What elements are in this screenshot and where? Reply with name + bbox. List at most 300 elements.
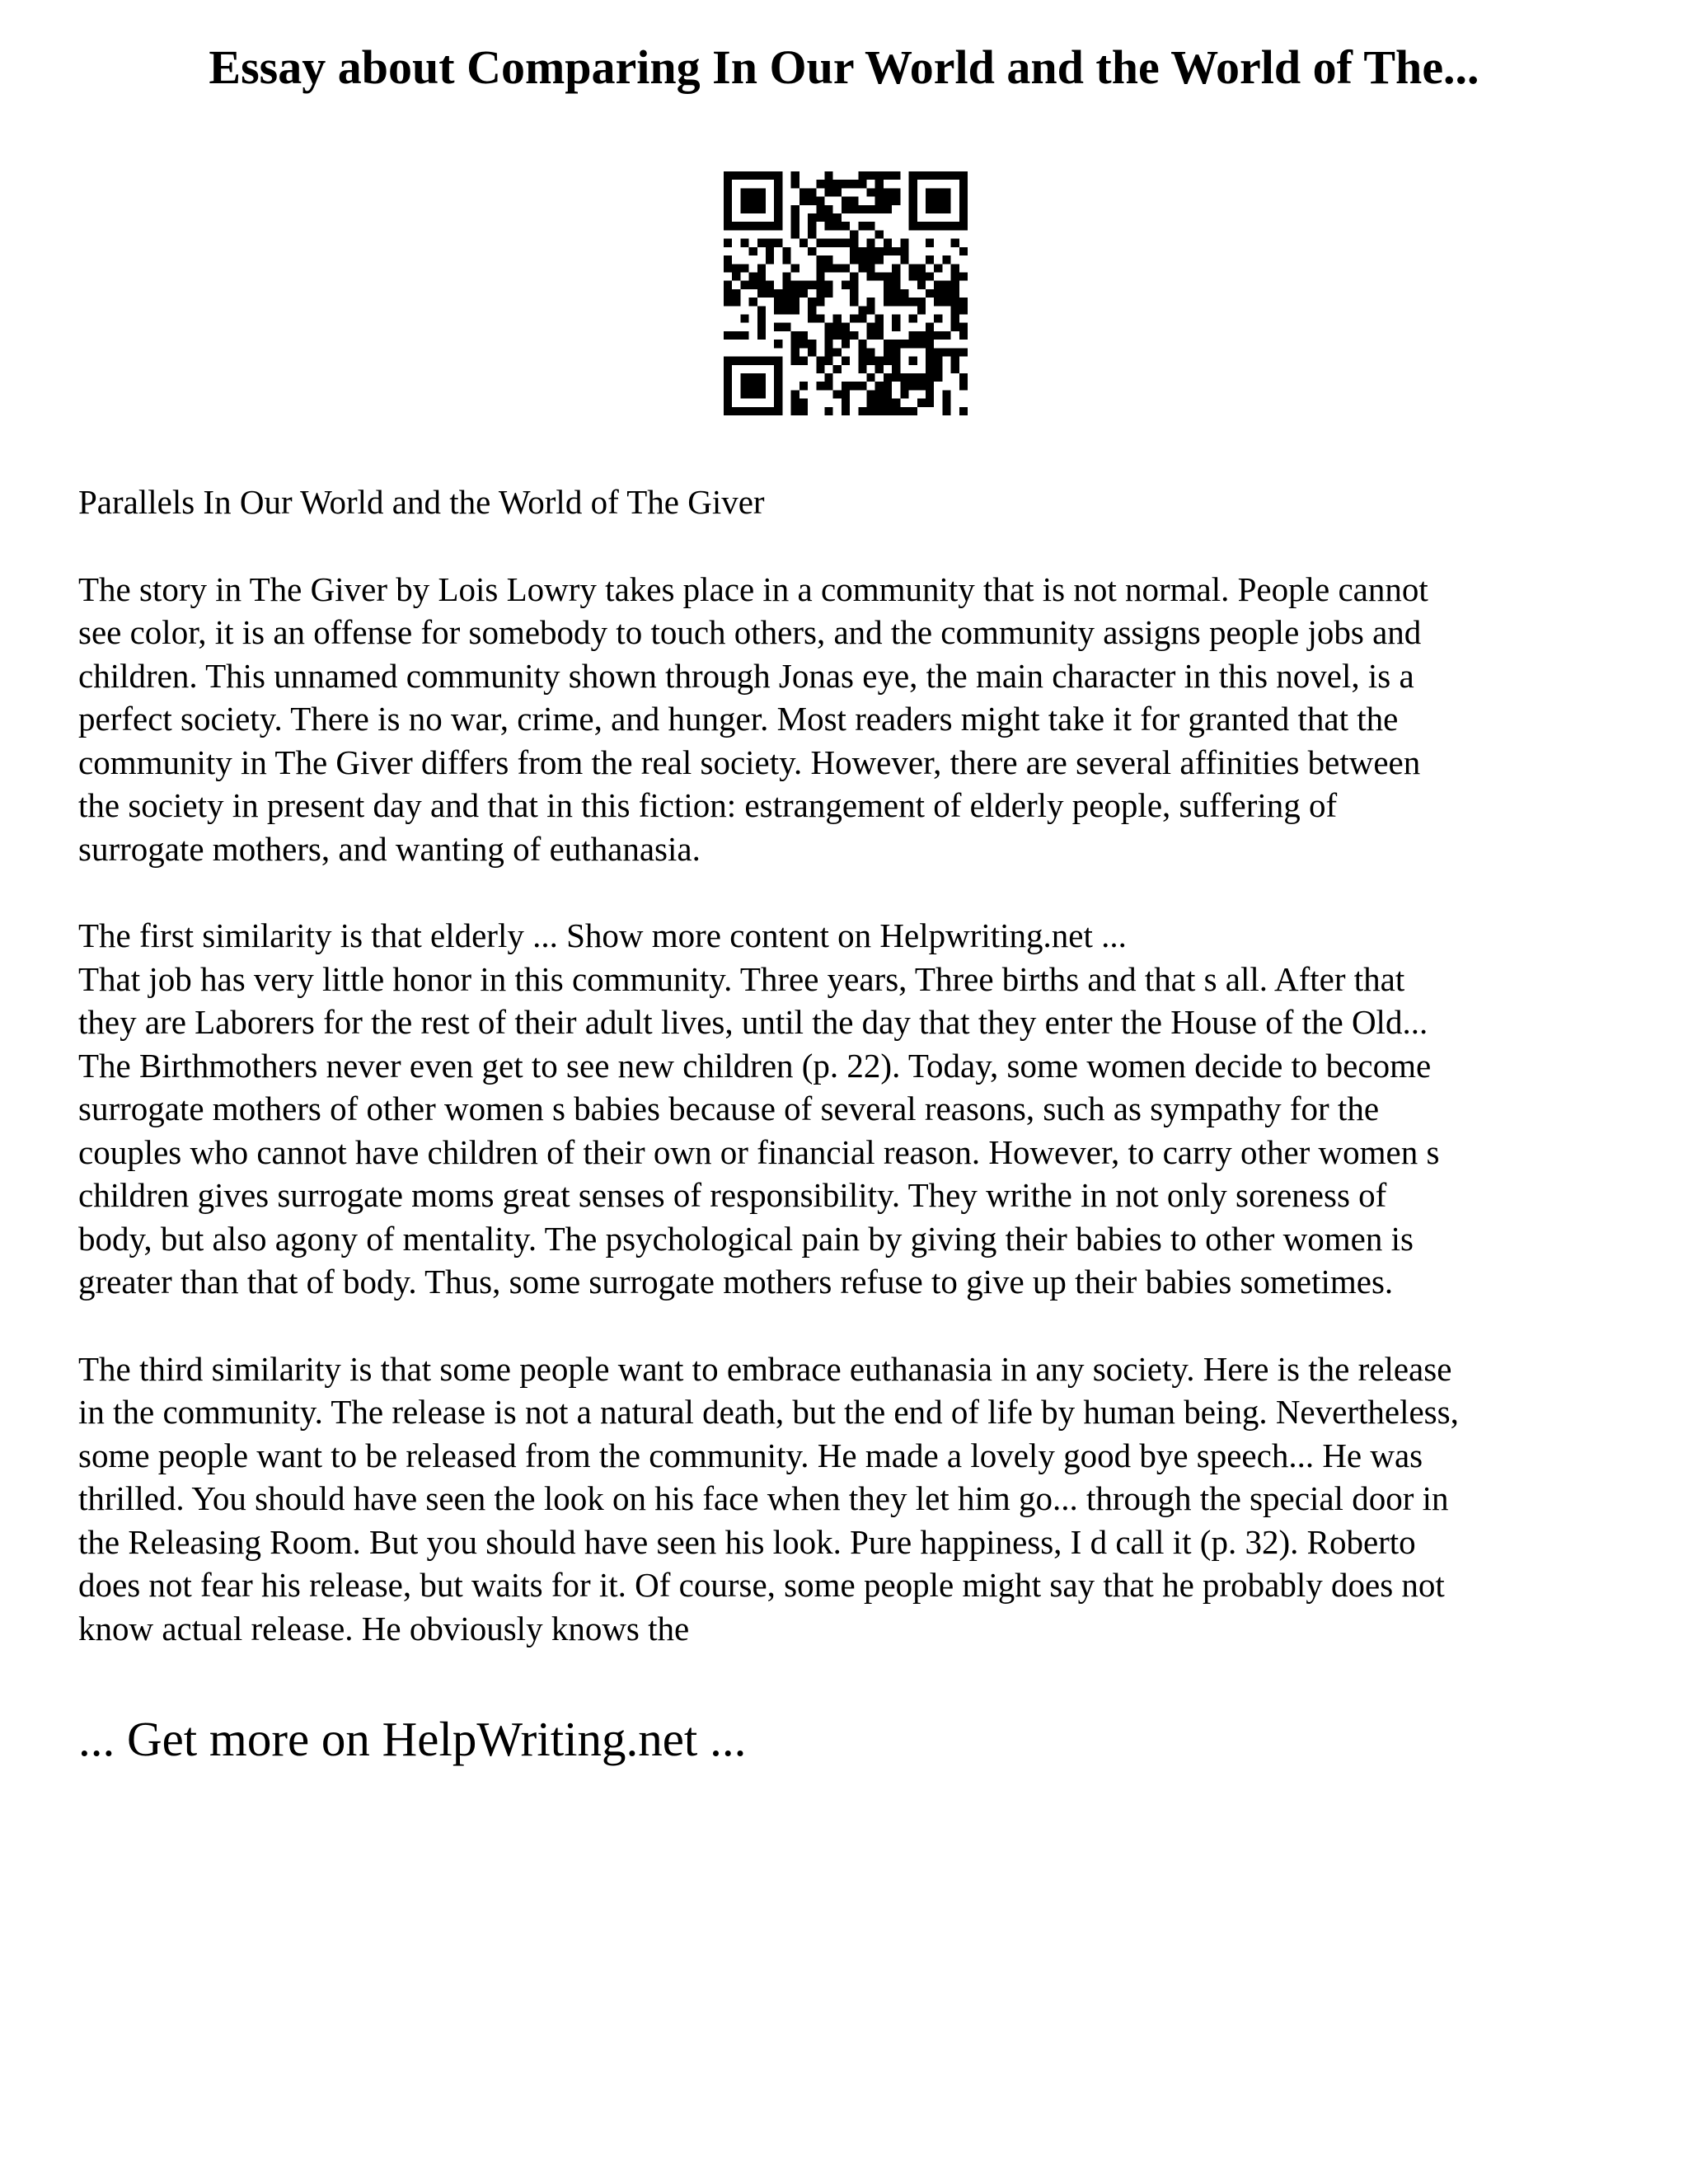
qr-module: [934, 365, 942, 373]
qr-module: [732, 289, 740, 298]
qr-module: [884, 272, 892, 280]
qr-module: [766, 171, 774, 180]
qr-module: [951, 306, 959, 314]
qr-module: [724, 399, 732, 407]
qr-module: [850, 281, 858, 289]
qr-module: [858, 255, 866, 264]
qr-module: [926, 340, 934, 348]
qr-code-icon: [724, 171, 968, 415]
qr-module: [892, 315, 900, 323]
qr-module: [833, 390, 842, 398]
qr-module: [757, 205, 766, 213]
qr-module: [724, 264, 732, 272]
qr-module: [749, 222, 757, 230]
qr-module: [791, 357, 799, 365]
qr-module: [774, 197, 782, 205]
qr-module: [892, 357, 900, 365]
qr-module: [900, 298, 908, 306]
qr-module: [732, 407, 740, 415]
qr-module: [909, 357, 917, 365]
qr-module: [875, 230, 884, 238]
qr-module: [884, 373, 892, 382]
qr-module: [724, 289, 732, 298]
qr-module: [875, 180, 884, 188]
qr-module: [900, 255, 908, 264]
qr-module: [808, 298, 816, 306]
qr-module: [749, 390, 757, 398]
qr-module: [774, 213, 782, 222]
qr-module: [842, 390, 850, 398]
qr-module: [842, 382, 850, 390]
qr-module: [926, 171, 934, 180]
qr-module: [791, 205, 799, 213]
qr-module: [824, 323, 832, 331]
qr-module: [724, 180, 732, 188]
qr-module: [926, 331, 934, 340]
qr-module: [884, 247, 892, 255]
qr-module: [942, 188, 950, 196]
qr-module: [959, 222, 968, 230]
qr-module: [951, 298, 959, 306]
qr-module: [766, 407, 774, 415]
qr-module: [917, 331, 926, 340]
qr-module: [959, 382, 968, 390]
qr-module: [782, 306, 790, 314]
qr-module: [842, 357, 850, 365]
qr-module: [791, 348, 799, 356]
qr-module: [942, 331, 950, 340]
essay-subtitle: Parallels In Our World and the World of The Giver: [78, 483, 765, 521]
qr-module: [833, 323, 842, 331]
qr-module: [757, 373, 766, 382]
qr-module: [892, 272, 900, 280]
qr-module: [909, 407, 917, 415]
qr-module: [926, 239, 934, 247]
qr-module: [740, 331, 748, 340]
qr-module: [808, 230, 816, 238]
qr-module: [926, 197, 934, 205]
qr-module: [724, 205, 732, 213]
qr-module: [799, 281, 808, 289]
qr-module: [833, 315, 842, 323]
qr-module: [824, 180, 832, 188]
qr-module: [917, 399, 926, 407]
qr-module: [909, 188, 917, 196]
qr-module: [942, 205, 950, 213]
qr-module: [799, 357, 808, 365]
qr-module: [951, 171, 959, 180]
qr-module: [808, 315, 816, 323]
qr-module: [892, 264, 900, 272]
qr-module: [816, 357, 824, 365]
qr-module: [724, 171, 732, 180]
qr-module: [917, 340, 926, 348]
qr-module: [724, 255, 732, 264]
qr-module: [867, 264, 875, 272]
qr-module: [724, 222, 732, 230]
qr-module: [917, 222, 926, 230]
qr-module: [816, 365, 824, 373]
qr-module: [791, 340, 799, 348]
qr-module: [833, 222, 842, 230]
qr-module: [774, 407, 782, 415]
qr-module: [867, 272, 875, 280]
qr-module: [740, 315, 748, 323]
qr-module: [808, 188, 816, 196]
qr-module: [884, 171, 892, 180]
qr-module: [740, 407, 748, 415]
qr-module: [867, 239, 875, 247]
qr-module: [884, 281, 892, 289]
qr-module: [892, 399, 900, 407]
qr-module: [824, 239, 832, 247]
qr-module: [757, 331, 766, 340]
qr-module: [926, 382, 934, 390]
qr-module: [875, 323, 884, 331]
qr-module: [959, 180, 968, 188]
qr-module: [724, 357, 732, 365]
qr-module: [842, 323, 850, 331]
qr-module: [842, 331, 850, 340]
qr-module: [799, 340, 808, 348]
qr-module: [858, 171, 866, 180]
qr-module: [749, 247, 757, 255]
qr-module: [824, 188, 832, 196]
qr-module: [867, 323, 875, 331]
qr-module: [858, 407, 866, 415]
qr-module: [774, 357, 782, 365]
qr-module: [850, 180, 858, 188]
qr-module: [909, 272, 917, 280]
qr-module: [824, 255, 832, 264]
qr-module: [858, 315, 866, 323]
qr-module: [816, 180, 824, 188]
qr-module: [917, 373, 926, 382]
qr-module: [884, 239, 892, 247]
qr-module: [824, 281, 832, 289]
qr-module: [884, 357, 892, 365]
qr-module: [816, 205, 824, 213]
qr-module: [926, 272, 934, 280]
qr-module: [875, 407, 884, 415]
qr-module: [824, 373, 832, 382]
qr-module: [724, 239, 732, 247]
qr-module: [757, 239, 766, 247]
qr-module: [824, 289, 832, 298]
qr-module: [816, 213, 824, 222]
qr-module: [791, 399, 799, 407]
qr-module: [867, 298, 875, 306]
qr-module: [934, 188, 942, 196]
qr-module: [934, 289, 942, 298]
qr-module: [808, 306, 816, 314]
qr-module: [782, 323, 790, 331]
qr-module: [757, 272, 766, 280]
essay-paragraph-first-similarity: The first similarity is that elderly ... Show more content on Helpwriting.net ... That job has very little honor in this community. Three years, Three births and that s all. After that they are Laborers for the rest of their adult lives, until the day that they enter the House of the Old... The Birthmothers never even get to see new children (p. 22). Today, some women decide to become surrogate mothers of other women s babies because of several reasons, such as sympathy for the couples who cannot have children of their own or financial reason. However, to carry other women s children gives surrogate moms great senses of responsibility. They writhe in not only soreness of body, but also agony of mentality. The psychological pain by giving their babies to other women is greater than that of body. Thus, some surrogate mothers refuse to give up their babies sometimes.: [78, 916, 1440, 1301]
qr-module: [749, 407, 757, 415]
qr-module: [791, 331, 799, 340]
qr-module: [926, 365, 934, 373]
qr-module: [842, 205, 850, 213]
qr-module: [732, 331, 740, 340]
qr-module: [816, 315, 824, 323]
qr-module: [757, 171, 766, 180]
qr-module: [824, 357, 832, 365]
qr-module: [724, 373, 732, 382]
qr-module: [959, 306, 968, 314]
qr-module: [867, 357, 875, 365]
qr-module: [942, 390, 950, 398]
qr-module: [766, 281, 774, 289]
qr-module: [824, 382, 832, 390]
qr-module: [740, 382, 748, 390]
qr-module: [959, 272, 968, 280]
qr-module: [749, 188, 757, 196]
qr-module: [867, 390, 875, 398]
qr-module: [850, 247, 858, 255]
qr-module: [858, 382, 866, 390]
qr-module: [951, 365, 959, 373]
qr-module: [724, 390, 732, 398]
qr-module: [740, 188, 748, 196]
qr-module: [858, 357, 866, 365]
qr-module: [791, 222, 799, 230]
qr-module: [824, 213, 832, 222]
qr-module: [917, 306, 926, 314]
qr-module: [774, 365, 782, 373]
qr-module: [740, 171, 748, 180]
qr-module: [959, 348, 968, 356]
qr-module: [909, 205, 917, 213]
qr-module: [867, 331, 875, 340]
qr-module: [732, 357, 740, 365]
qr-module: [842, 222, 850, 230]
qr-module: [842, 281, 850, 289]
qr-module: [875, 399, 884, 407]
qr-module: [757, 315, 766, 323]
qr-module: [833, 188, 842, 196]
qr-module: [850, 197, 858, 205]
qr-module: [757, 390, 766, 398]
qr-module: [842, 180, 850, 188]
qr-module: [926, 188, 934, 196]
qr-module: [749, 272, 757, 280]
qr-module: [724, 365, 732, 373]
qr-module: [909, 197, 917, 205]
qr-module: [900, 247, 908, 255]
qr-module: [867, 348, 875, 356]
qr-module: [740, 205, 748, 213]
qr-module: [875, 188, 884, 196]
qr-module: [774, 373, 782, 382]
qr-module: [909, 171, 917, 180]
qr-module: [900, 373, 908, 382]
qr-module: [934, 373, 942, 382]
qr-module: [926, 399, 934, 407]
qr-module: [724, 407, 732, 415]
qr-module: [867, 407, 875, 415]
qr-module: [740, 390, 748, 398]
qr-module: [951, 323, 959, 331]
qr-module: [926, 205, 934, 213]
qr-module: [850, 331, 858, 340]
qr-module: [816, 197, 824, 205]
qr-module: [824, 222, 832, 230]
qr-module: [766, 289, 774, 298]
qr-module: [749, 373, 757, 382]
qr-module: [749, 382, 757, 390]
qr-module: [884, 289, 892, 298]
qr-module: [959, 213, 968, 222]
qr-module: [816, 289, 824, 298]
qr-module: [842, 399, 850, 407]
qr-module: [884, 340, 892, 348]
qr-module: [816, 281, 824, 289]
qr-module: [884, 197, 892, 205]
qr-module: [909, 298, 917, 306]
qr-module: [833, 264, 842, 272]
qr-module: [774, 180, 782, 188]
qr-module: [942, 407, 950, 415]
qr-module: [791, 213, 799, 222]
qr-module: [842, 340, 850, 348]
qr-module: [959, 247, 968, 255]
qr-module: [850, 255, 858, 264]
qr-module: [724, 298, 732, 306]
qr-module: [774, 205, 782, 213]
qr-module: [833, 348, 842, 356]
qr-module: [824, 205, 832, 213]
qr-module: [892, 323, 900, 331]
qr-module: [724, 281, 732, 289]
qr-module: [766, 357, 774, 365]
qr-module: [884, 348, 892, 356]
qr-module: [850, 289, 858, 298]
qr-module: [875, 255, 884, 264]
qr-module: [917, 272, 926, 280]
qr-module: [791, 407, 799, 415]
qr-module: [799, 407, 808, 415]
qr-module: [934, 348, 942, 356]
qr-module: [732, 171, 740, 180]
qr-module: [808, 197, 816, 205]
qr-module: [808, 340, 816, 348]
qr-module: [824, 264, 832, 272]
qr-module: [884, 298, 892, 306]
qr-module: [850, 382, 858, 390]
qr-module: [799, 188, 808, 196]
qr-module: [791, 281, 799, 289]
qr-module: [934, 222, 942, 230]
qr-module: [942, 281, 950, 289]
qr-module: [842, 264, 850, 272]
qr-module: [774, 298, 782, 306]
qr-module: [816, 272, 824, 280]
qr-module: [808, 247, 816, 255]
qr-module: [824, 340, 832, 348]
qr-module: [867, 373, 875, 382]
qr-module: [774, 390, 782, 398]
qr-module: [875, 382, 884, 390]
qr-module: [934, 281, 942, 289]
qr-module: [934, 315, 942, 323]
qr-module: [951, 239, 959, 247]
qr-module: [757, 323, 766, 331]
qr-module: [774, 222, 782, 230]
qr-module: [867, 222, 875, 230]
qr-module: [816, 264, 824, 272]
qr-module: [884, 205, 892, 213]
qr-module: [774, 306, 782, 314]
qr-module: [909, 340, 917, 348]
qr-module: [850, 239, 858, 247]
qr-module: [774, 399, 782, 407]
qr-module: [749, 205, 757, 213]
qr-module: [892, 348, 900, 356]
qr-module: [740, 264, 748, 272]
qr-module: [875, 365, 884, 373]
qr-module: [867, 171, 875, 180]
qr-module: [791, 230, 799, 238]
qr-module: [791, 264, 799, 272]
qr-module: [959, 373, 968, 382]
qr-module: [909, 213, 917, 222]
qr-module: [875, 357, 884, 365]
qr-module: [909, 315, 917, 323]
qr-module: [724, 331, 732, 340]
qr-module: [858, 264, 866, 272]
qr-module: [842, 197, 850, 205]
qr-module: [850, 205, 858, 213]
qr-module: [766, 239, 774, 247]
qr-module: [942, 399, 950, 407]
qr-module: [774, 171, 782, 180]
qr-module: [858, 205, 866, 213]
qr-module: [909, 180, 917, 188]
qr-module: [858, 180, 866, 188]
qr-module: [782, 289, 790, 298]
qr-module: [740, 197, 748, 205]
qr-module: [833, 331, 842, 340]
qr-module: [757, 281, 766, 289]
qr-module: [774, 188, 782, 196]
qr-module: [799, 239, 808, 247]
qr-module: [774, 323, 782, 331]
qr-module: [850, 230, 858, 238]
qr-module: [951, 315, 959, 323]
qr-module: [858, 222, 866, 230]
get-more-link[interactable]: ... Get more on HelpWriting.net ...: [78, 1712, 747, 1766]
qr-module: [782, 247, 790, 255]
qr-module: [850, 315, 858, 323]
essay-body: [78, 480, 1644, 1694]
qr-module: [951, 222, 959, 230]
qr-module: [942, 171, 950, 180]
qr-module: [959, 298, 968, 306]
qr-module: [909, 264, 917, 272]
qr-module: [757, 306, 766, 314]
qr-module: [824, 171, 832, 180]
qr-module: [757, 382, 766, 390]
qr-module: [892, 365, 900, 373]
essay-paragraph-intro: The story in The Giver by Lois Lowry takes place in a community that is not normal. People cannot see color, it is an offense for somebody to touch others, and the community assigns people jobs and children. This unnamed community shown through Jonas eye, the main character in this novel, is a perfect society. There is no war, crime, and hunger. Most readers might take it for granted that the community in The Giver differs from the real society. However, there are several affinities between the society in present day and that in this fiction: estrangement of elderly people, suffering of surrogate mothers, and wanting of euthanasia.: [78, 569, 1428, 868]
qr-module: [951, 357, 959, 365]
qr-module: [884, 407, 892, 415]
qr-module: [858, 348, 866, 356]
qr-module: [884, 188, 892, 196]
qr-module: [892, 188, 900, 196]
qr-module: [900, 239, 908, 247]
